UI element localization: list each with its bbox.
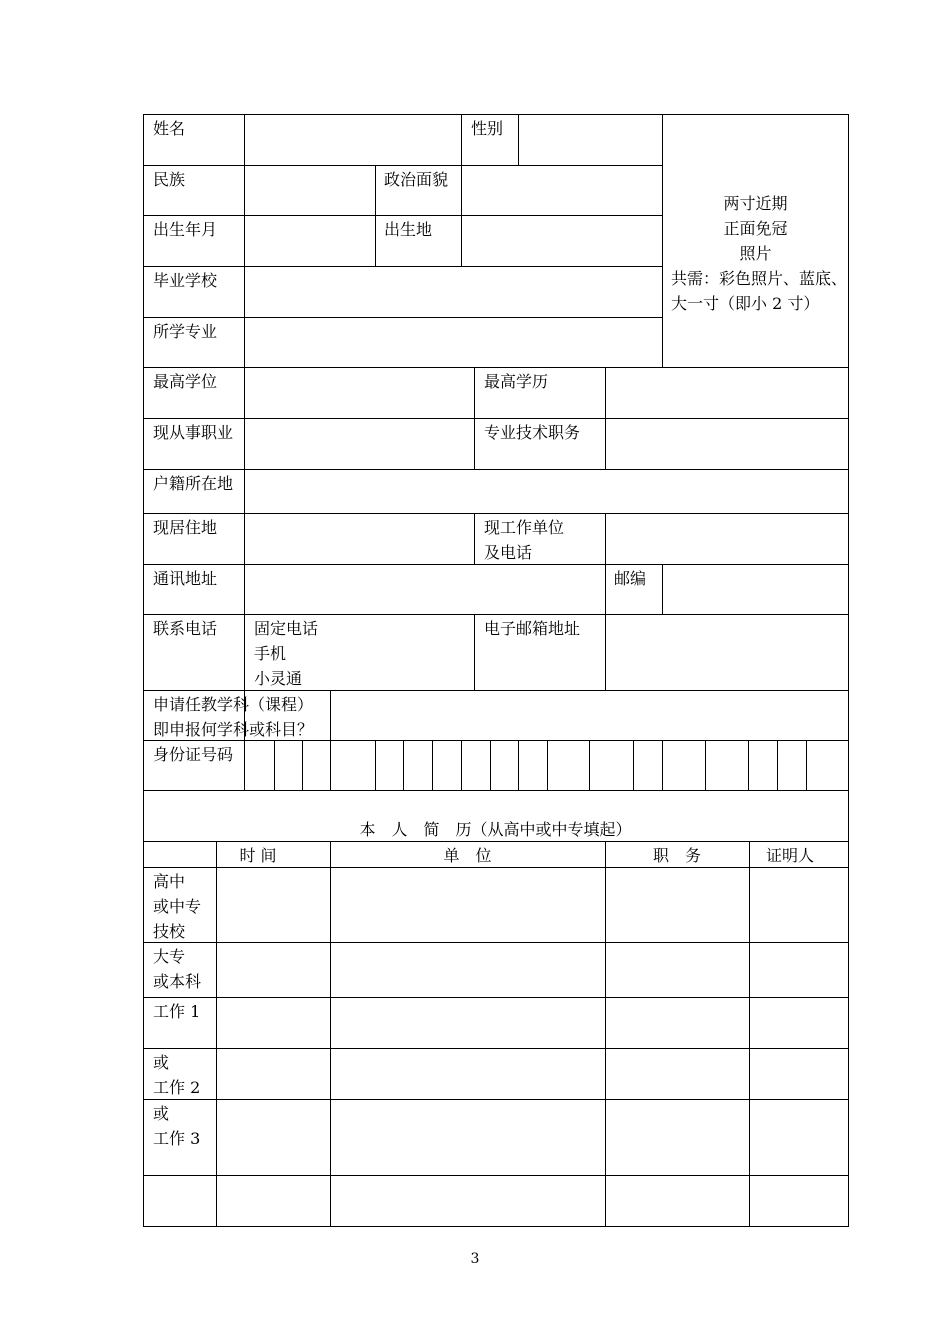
label-political: 政治面貌 — [384, 170, 449, 189]
resume-unit-cell[interactable] — [332, 1101, 604, 1174]
label-hukou: 户籍所在地 — [153, 474, 234, 493]
id-digit-box[interactable] — [750, 742, 776, 789]
table-rule — [848, 114, 849, 1227]
residence-field[interactable] — [246, 515, 473, 563]
table-rule — [302, 740, 303, 791]
table-rule — [143, 942, 849, 943]
id-digit-box[interactable] — [463, 742, 489, 789]
label-subject: 即申报何学科或科目？ — [153, 720, 314, 739]
resume-time-cell[interactable] — [218, 999, 329, 1047]
table-rule — [143, 1048, 849, 1049]
resume-time-cell[interactable] — [218, 944, 329, 996]
label-school: 毕业学校 — [153, 271, 218, 290]
ethnicity-field[interactable] — [246, 167, 374, 214]
resume-unit-cell[interactable] — [332, 869, 604, 941]
resume-row-label: 或 — [153, 1053, 170, 1072]
table-rule — [662, 740, 663, 791]
table-rule — [274, 740, 275, 791]
table-rule — [806, 740, 807, 791]
table-rule — [143, 1175, 849, 1176]
major-field[interactable] — [246, 319, 661, 366]
table-rule — [330, 690, 331, 741]
header-referee: 证明人 — [765, 846, 814, 865]
table-rule — [432, 740, 433, 791]
resume-position-cell[interactable] — [607, 1050, 748, 1098]
label-mobile: 手机 — [254, 644, 287, 663]
label-employer: 现工作单位 — [484, 518, 565, 537]
resume-position-cell[interactable] — [607, 944, 748, 996]
school-field[interactable] — [246, 268, 661, 316]
title-field[interactable] — [607, 420, 847, 468]
table-rule — [490, 740, 491, 791]
id-digit-box[interactable] — [405, 742, 431, 789]
photo-instruction: 两寸近期 — [723, 194, 788, 213]
birth-date-field[interactable] — [246, 217, 374, 265]
label-birth-date: 出生年月 — [153, 220, 218, 239]
table-rule — [143, 690, 849, 691]
label-phs: 小灵通 — [254, 669, 303, 688]
table-rule — [330, 740, 331, 791]
table-rule — [474, 513, 475, 565]
political-field[interactable] — [463, 167, 661, 214]
employer-field[interactable] — [607, 515, 847, 563]
table-rule — [143, 114, 144, 1227]
resume-position-cell[interactable] — [607, 1177, 748, 1225]
table-rule — [143, 1099, 849, 1100]
resume-title: 本 人 简 历（从高中或中专填起） — [359, 820, 632, 839]
label-phone: 联系电话 — [153, 619, 218, 638]
subject-field[interactable] — [332, 692, 847, 739]
resume-unit-cell[interactable] — [332, 1177, 604, 1225]
label-title: 专业技术职务 — [484, 423, 581, 442]
id-digit-box[interactable] — [492, 742, 517, 789]
birthplace-field[interactable] — [463, 217, 661, 265]
table-rule — [143, 165, 663, 166]
resume-time-cell[interactable] — [218, 1177, 329, 1225]
id-digit-box[interactable] — [664, 742, 704, 789]
label-subject: 申请任教学科（课程） — [153, 695, 314, 714]
resume-time-cell[interactable] — [218, 869, 329, 941]
label-gender: 性别 — [471, 119, 504, 138]
resume-row-label: 大专 — [153, 947, 186, 966]
page-number: 3 — [470, 1251, 480, 1267]
table-rule — [330, 841, 331, 1227]
id-digit-box[interactable] — [591, 742, 632, 789]
label-birthplace: 出生地 — [384, 220, 433, 239]
resume-referee-cell[interactable] — [751, 999, 847, 1047]
resume-position-cell[interactable] — [607, 999, 748, 1047]
table-rule — [143, 997, 849, 998]
header-position: 职 务 — [652, 846, 701, 865]
resume-row-label: 技校 — [153, 922, 186, 941]
table-rule — [143, 215, 663, 216]
table-rule — [143, 614, 849, 615]
resume-referee-cell[interactable] — [751, 869, 847, 941]
id-digit-box[interactable] — [332, 742, 374, 789]
table-rule — [461, 114, 462, 267]
email-field[interactable] — [607, 616, 847, 689]
table-rule — [748, 740, 749, 791]
table-rule — [143, 114, 849, 115]
name-field[interactable] — [246, 116, 460, 164]
table-rule — [605, 614, 606, 691]
table-rule — [143, 1226, 849, 1227]
table-rule — [143, 418, 849, 419]
id-digit-box[interactable] — [246, 742, 273, 789]
resume-row-label: 或 — [153, 1104, 170, 1123]
table-rule — [375, 165, 376, 267]
label-degree: 最高学位 — [153, 372, 218, 391]
photo-box[interactable] — [664, 116, 847, 366]
photo-instruction: 大一寸（即小 2 寸） — [671, 294, 820, 313]
address-field[interactable] — [246, 566, 604, 613]
table-rule — [461, 740, 462, 791]
table-rule — [143, 367, 849, 368]
table-rule — [375, 740, 376, 791]
label-address: 通讯地址 — [153, 569, 218, 588]
label-occupation: 现从事职业 — [153, 423, 234, 442]
resume-unit-cell[interactable] — [332, 944, 604, 996]
resume-time-cell[interactable] — [218, 1050, 329, 1098]
hukou-field[interactable] — [246, 471, 847, 512]
id-digit-box[interactable] — [276, 742, 301, 789]
resume-row-label: 或中专 — [153, 897, 202, 916]
table-rule — [143, 469, 849, 470]
table-rule — [777, 740, 778, 791]
header-unit: 单 位 — [443, 846, 492, 865]
id-digit-box[interactable] — [434, 742, 460, 789]
table-rule — [662, 564, 663, 615]
photo-instruction: 正面免冠 — [723, 219, 788, 238]
label-postcode: 邮编 — [614, 569, 647, 588]
resume-unit-cell[interactable] — [332, 999, 604, 1047]
label-education: 最高学历 — [484, 372, 549, 391]
table-rule — [589, 740, 590, 791]
table-rule — [216, 841, 217, 1227]
resume-referee-cell[interactable] — [751, 1050, 847, 1098]
gender-field[interactable] — [520, 116, 661, 164]
id-digit-box[interactable] — [779, 742, 805, 789]
id-digit-box[interactable] — [549, 742, 588, 789]
id-digit-box[interactable] — [304, 742, 329, 789]
resume-referee-cell[interactable] — [751, 944, 847, 996]
label-residence: 现居住地 — [153, 518, 218, 537]
table-rule — [244, 114, 245, 791]
table-rule — [143, 513, 849, 514]
header-time: 时 间 — [239, 846, 277, 865]
table-rule — [605, 513, 606, 565]
label-id-number: 身份证号码 — [153, 745, 234, 764]
table-rule — [705, 740, 706, 791]
table-rule — [474, 614, 475, 691]
resume-unit-cell[interactable] — [332, 1050, 604, 1098]
label-employer: 及电话 — [484, 543, 533, 562]
resume-referee-cell[interactable] — [751, 1177, 847, 1225]
table-rule — [547, 740, 548, 791]
table-rule — [605, 564, 606, 615]
table-rule — [633, 740, 634, 791]
table-rule — [749, 841, 750, 1227]
table-rule — [605, 841, 606, 1227]
resume-row-label: 或本科 — [153, 972, 202, 991]
table-rule — [403, 740, 404, 791]
resume-time-cell[interactable] — [218, 1101, 329, 1174]
postcode-field[interactable] — [664, 566, 847, 613]
table-rule — [518, 740, 519, 791]
table-rule — [474, 367, 475, 470]
label-ethnicity: 民族 — [153, 170, 186, 189]
resume-row-label: 工作 3 — [153, 1129, 201, 1148]
id-digit-box[interactable] — [707, 742, 747, 789]
resume-row-label: 高中 — [153, 872, 186, 891]
table-rule — [605, 367, 606, 470]
id-digit-box[interactable] — [520, 742, 546, 789]
resume-referee-cell[interactable] — [751, 1101, 847, 1174]
id-digit-box[interactable] — [635, 742, 661, 789]
table-rule — [143, 790, 849, 791]
id-digit-box[interactable] — [808, 742, 847, 789]
label-email: 电子邮箱地址 — [484, 619, 581, 638]
label-landline: 固定电话 — [254, 619, 319, 638]
resume-position-cell[interactable] — [607, 1101, 748, 1174]
table-rule — [143, 317, 663, 318]
resume-row-label: 工作 2 — [153, 1078, 201, 1097]
resume-position-cell[interactable] — [607, 869, 748, 941]
occupation-field[interactable] — [246, 420, 473, 468]
table-rule — [143, 266, 663, 267]
id-digit-box[interactable] — [377, 742, 402, 789]
degree-field[interactable] — [246, 369, 473, 417]
resume-row-label: 工作 1 — [153, 1002, 201, 1021]
table-rule — [518, 114, 519, 166]
label-name: 姓名 — [153, 119, 186, 138]
photo-instruction: 共需：彩色照片、蓝底、 — [671, 269, 848, 288]
education-field[interactable] — [607, 369, 847, 417]
label-major: 所学专业 — [153, 322, 218, 341]
photo-instruction: 照片 — [739, 244, 772, 263]
